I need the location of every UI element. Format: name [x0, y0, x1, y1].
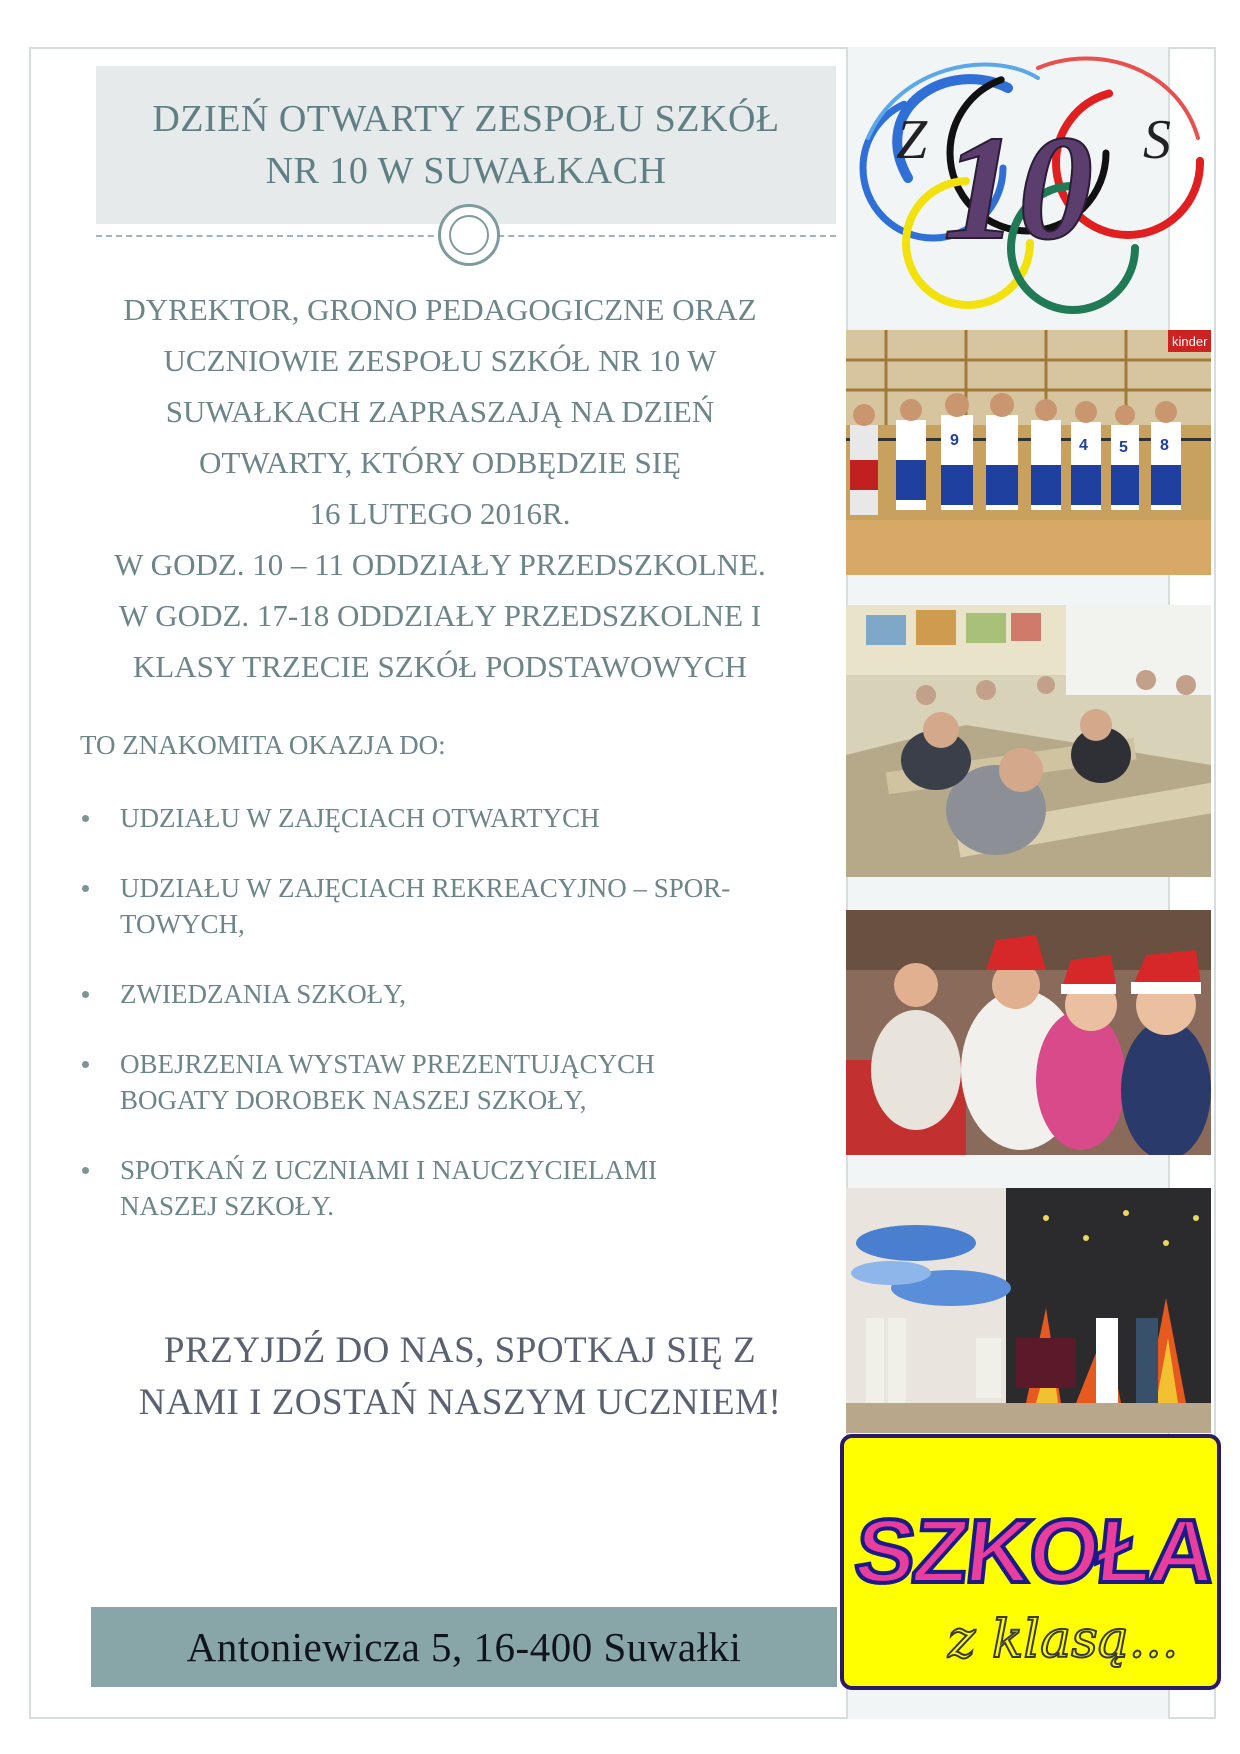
slogan — [80, 1325, 840, 1429]
bullet-icon — [82, 1061, 89, 1068]
school-logo — [838, 48, 1218, 316]
szkola-sub-text: z klasą... — [948, 1610, 1179, 1670]
list-item — [80, 870, 860, 942]
classroom-photo — [846, 605, 1211, 877]
list-item — [80, 1152, 860, 1224]
invite-line: DYREKTOR, GRONO PEDAGOGICZNE ORAZ — [123, 292, 757, 327]
logo-letter-z: Z — [896, 109, 928, 171]
christmas-celebration-photo — [846, 910, 1211, 1155]
jersey-number: 9 — [950, 432, 959, 449]
list-item-text: OBEJRZENIA WYSTAW PREZENTUJĄCYCH — [120, 1049, 655, 1079]
slogan-line-1: PRZYJDŹ DO NAS, SPOTKAJ SIĘ Z — [163, 1330, 757, 1371]
logo-letter-s: S — [1143, 109, 1171, 171]
jersey-number: 4 — [1079, 437, 1088, 454]
invite-line: UCZNIOWIE ZESPOŁU SZKÓŁ NR 10 W — [163, 343, 717, 378]
invite-line: OTWARTY, KTÓRY ODBĘDZIE SIĘ — [198, 445, 682, 480]
szkola-main-text: SZKOŁA — [850, 1501, 1219, 1602]
slogan-line-2: NAMI I ZOSTAŃ NASZYM UCZNIEM! — [138, 1382, 782, 1423]
list-item-text: TOWYCH, — [120, 909, 245, 939]
list-item — [80, 800, 860, 836]
stage-performance-photo — [846, 1188, 1211, 1433]
invite-line: KLASY TRZECIE SZKÓŁ PODSTAWOWYCH — [132, 649, 748, 684]
szkola-z-klasa-logo — [838, 1432, 1223, 1692]
invite-hours-2: W GODZ. 17-18 ODDZIAŁY PRZEDSZKOLNE I — [118, 598, 762, 633]
list-item-text: NASZEJ SZKOŁY. — [120, 1191, 335, 1221]
jersey-number: 5 — [1119, 439, 1128, 456]
invite-hours-1: W GODZ. 10 – 11 ODDZIAŁY PRZEDSZKOLNE. — [114, 547, 766, 582]
banner-label: kinder — [1172, 334, 1208, 349]
address-text: Antoniewicza 5, 16-400 Suwałki — [186, 1624, 742, 1670]
bullet-icon — [82, 815, 89, 822]
logo-number: 10 — [943, 105, 1093, 271]
bullet-icon — [82, 1167, 89, 1174]
address-bar — [91, 1607, 837, 1687]
list-item-text: UDZIAŁU W ZAJĘCIACH OTWARTYCH — [120, 803, 600, 833]
jersey-number: 8 — [1160, 437, 1169, 454]
list-item-text: SPOTKAŃ Z UCZNIAMI I NAUCZYCIELAMI — [120, 1155, 657, 1185]
invite-line: SUWAŁKACH ZAPRASZAJĄ NA DZIEŃ — [165, 394, 715, 429]
page-title — [152, 93, 779, 197]
title-line-1: DZIEŃ OTWARTY ZESPOŁU SZKÓŁ — [152, 98, 780, 140]
list-item-text: ZWIEDZANIA SZKOŁY, — [120, 979, 406, 1009]
title-line-2: NR 10 W SUWAŁKACH — [265, 150, 667, 192]
list-item — [80, 1046, 860, 1118]
bullet-icon — [82, 991, 89, 998]
list-item-text: BOGATY DOROBEK NASZEJ SZKOŁY, — [120, 1085, 587, 1115]
opportunity-heading: TO ZNAKOMITA OKAZJA DO: — [80, 730, 446, 760]
bullet-icon — [82, 885, 89, 892]
list-item — [80, 976, 860, 1012]
invite-date: 16 LUTEGO 2016R. — [309, 496, 571, 531]
volleyball-team-photo — [846, 330, 1211, 575]
title-box — [96, 66, 836, 224]
invitation-text — [60, 284, 820, 692]
divider-inner-circle — [449, 215, 489, 255]
list-item-text: UDZIAŁU W ZAJĘCIACH REKREACYJNO – SPOR- — [120, 873, 731, 903]
